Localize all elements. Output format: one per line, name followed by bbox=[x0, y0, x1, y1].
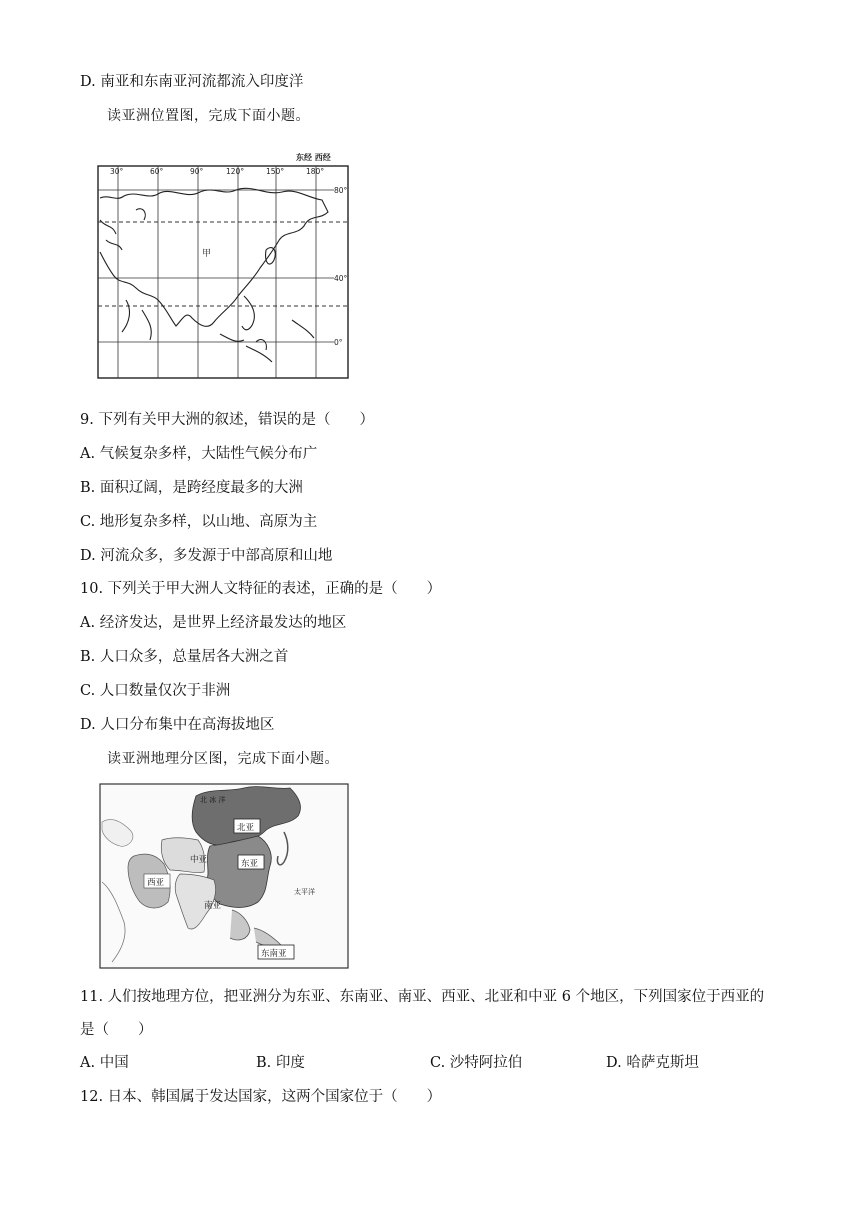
map1-continent-label: 甲 bbox=[202, 249, 212, 259]
map2-label-south-asia: 南亚 bbox=[204, 901, 222, 911]
q11-stem-line2: 是（ ） bbox=[80, 1022, 153, 1038]
q9-option-a: A. 气候复杂多样，大陆性气候分布广 bbox=[80, 446, 318, 462]
q10-option-c: C. 人口数量仅次于非洲 bbox=[80, 683, 231, 699]
q10-option-b: B. 人口众多，总量居各大洲之首 bbox=[80, 649, 289, 665]
q9-option-d: D. 河流众多，多发源于中部高原和山地 bbox=[80, 548, 333, 564]
q10-option-d: D. 人口分布集中在高海拔地区 bbox=[80, 717, 275, 733]
map1-lat-0: 0° bbox=[334, 338, 343, 347]
map1-lat-40: 40° bbox=[334, 274, 348, 283]
map2-label-west-asia: 西亚 bbox=[147, 878, 165, 888]
q9-option-c: C. 地形复杂多样，以山地、高原为主 bbox=[80, 514, 318, 530]
map2-label-pacific: 太平洋 bbox=[294, 888, 315, 896]
q9-stem: 9. 下列有关甲大洲的叙述，错误的是（ ） bbox=[80, 412, 374, 428]
q11-stem-line1: 11. 人们按地理方位，把亚洲分为东亚、东南亚、南亚、西亚、北亚和中亚 6 个地区，下列国家位于西亚的 bbox=[80, 989, 765, 1005]
q11-option-a: A. 中国 bbox=[80, 1055, 129, 1071]
asia-region-map bbox=[98, 782, 350, 970]
map2-label-southeast-asia: 东南亚 bbox=[261, 949, 287, 959]
q11-option-c: C. 沙特阿拉伯 bbox=[430, 1055, 523, 1071]
q11-option-b: B. 印度 bbox=[256, 1055, 305, 1071]
map1-lon-150: 150° bbox=[266, 167, 285, 176]
intro-position-map: 读亚洲位置图，完成下面小题。 bbox=[107, 108, 310, 124]
q8-option-d: D. 南亚和东南亚河流都流入印度洋 bbox=[80, 74, 304, 90]
map2-label-north-asia: 北亚 bbox=[237, 823, 255, 833]
map1-lat-80: 80° bbox=[334, 186, 348, 195]
map1-lon-180: 180° bbox=[306, 167, 325, 176]
map1-lon-30: 30° bbox=[110, 167, 124, 176]
map2-arctic-label: 北 冰 洋 bbox=[200, 796, 226, 804]
q9-option-b: B. 面积辽阔，是跨经度最多的大洲 bbox=[80, 480, 303, 496]
q10-stem: 10. 下列关于甲大洲人文特征的表述，正确的是（ ） bbox=[80, 581, 442, 597]
map1-lon-120: 120° bbox=[226, 167, 245, 176]
asia-position-map bbox=[96, 150, 352, 382]
q10-option-a: A. 经济发达，是世界上经济最发达的地区 bbox=[80, 615, 347, 631]
intro-region-map: 读亚洲地理分区图，完成下面小题。 bbox=[107, 751, 339, 767]
map1-lon-90: 90° bbox=[190, 167, 204, 176]
map1-header: 东经 西经 bbox=[296, 153, 331, 162]
q11-option-d: D. 哈萨克斯坦 bbox=[606, 1055, 699, 1071]
q12-stem: 12. 日本、韩国属于发达国家，这两个国家位于（ ） bbox=[80, 1089, 442, 1105]
map1-lon-60: 60° bbox=[150, 167, 164, 176]
map2-label-central-asia: 中亚 bbox=[190, 855, 208, 865]
map2-label-east-asia: 东亚 bbox=[241, 859, 259, 869]
